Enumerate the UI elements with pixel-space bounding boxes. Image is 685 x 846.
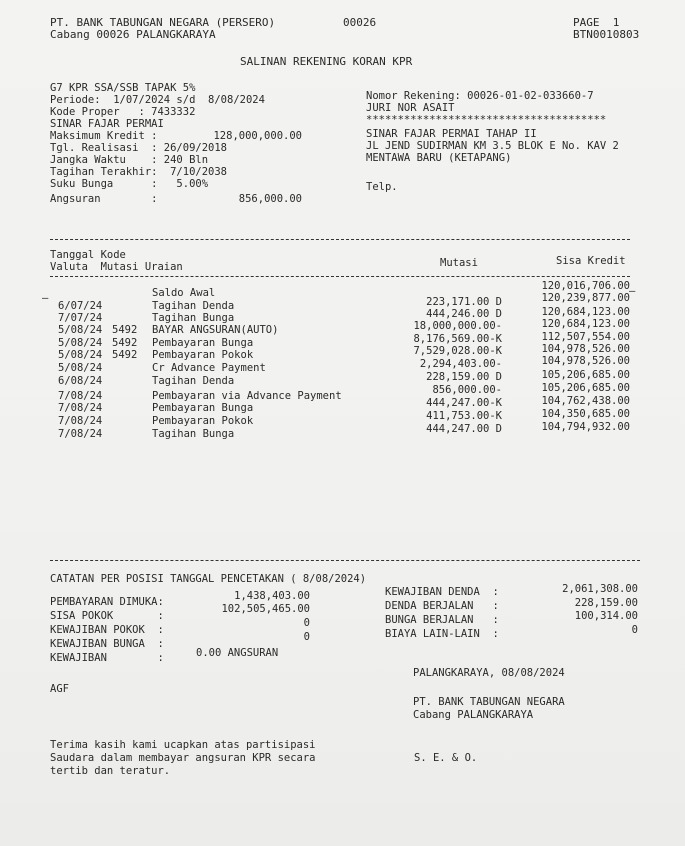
summary-title: CATATAN PER POSISI TANGGAL PENCETAKAN ( 8/08/2024) [50,573,367,585]
interest-obligation-value: 0 [303,631,310,643]
row-mutation: 444,246.00 D [426,308,502,320]
edge-mark: – [42,292,49,304]
divider [50,276,630,277]
penalty-obligation-label: KEWAJIBAN DENDA : [385,586,499,598]
loan-term: Jangka Waktu : 240 Bln [50,154,209,166]
row-date: 5/08/24 [58,324,103,336]
current-interest-value: 100,314.00 [574,610,638,622]
row-date: 7/08/24 [58,428,103,440]
row-mutation: 444,247.00 D [426,423,502,435]
thanks-line-1: Terima kasih kami ucapkan atas partisipasi [50,739,316,751]
row-remaining-credit: 104,350,685.00 [541,408,630,420]
bank-signature-line-1: PT. BANK TABUNGAN NEGARA [413,696,565,708]
row-description: Pembayaran Pokok [152,349,254,361]
obligation-label: KEWAJIBAN : [50,652,164,664]
statement-title: SALINAN REKENING KORAN KPR [240,55,413,68]
divider [50,239,630,240]
row-description: Tagihan Bunga [152,312,235,324]
installment-value: 856,000.00 [238,193,302,205]
remaining-principal-value: 102,505,465.00 [221,603,310,615]
row-description: Tagihan Denda [152,300,235,312]
address-line-2: JL JEND SUDIRMAN KM 3.5 BLOK E No. KAV 2 [366,140,619,152]
row-date: 7/08/24 [58,390,103,402]
row-description: Tagihan Denda [152,375,235,387]
telephone: Telp. [366,181,398,193]
max-credit-label: Maksimum Kredit : [50,130,158,142]
branch-name: Cabang 00026 PALANGKARAYA [50,28,216,41]
row-description: Pembayaran via Advance Payment [152,390,342,402]
row-remaining-credit: 105,206,685.00 [541,369,630,381]
row-mutation: 228,159.00 D [426,371,502,383]
kode-proper: Kode Proper : 7433332 [50,106,196,118]
row-description: Saldo Awal [152,287,216,299]
interest-obligation-label: KEWAJIBAN BUNGA : [50,638,164,650]
thanks-line-2: Saudara dalam membayar angsuran KPR secara [50,752,316,764]
current-interest-label: BUNGA BERJALAN : [385,614,499,626]
row-description: Tagihan Bunga [152,428,235,440]
column-header-date-code: Tanggal Kode [50,249,126,261]
row-date: 5/08/24 [58,362,103,374]
remaining-principal-label: SISA POKOK : [50,610,164,622]
row-mutation: 444,247.00-K [426,397,502,409]
row-date: 7/07/24 [58,312,103,324]
row-mutation: 856,000.00- [432,384,502,396]
column-header-sisa-kredit: Sisa Kredit [556,255,626,267]
bank-name: PT. BANK TABUNGAN NEGARA (PERSERO) [50,16,276,29]
column-header-valuta: Valuta Mutasi Uraian [50,261,183,273]
document-code: BTN0010803 [573,28,640,41]
max-credit-value: 128,000,000.00 [213,130,302,142]
account-number: Nomor Rekening: 00026-01-02-033660-7 [366,90,594,102]
current-penalty-value: 228,159.00 [574,597,638,609]
row-description: Pembayaran Pokok [152,415,254,427]
row-description: BAYAR ANGSURAN(AUTO) [152,324,279,336]
agf-label: AGF [50,683,69,695]
row-remaining-credit: 104,794,932.00 [541,421,630,433]
row-mutation: 8,176,569.00-K [413,333,502,345]
column-header-mutasi: Mutasi [440,257,478,269]
asterisk-line: ************************************** [366,114,607,126]
address-line-3: MENTAWA BARU (KETAPANG) [366,152,512,164]
row-mutation: 18,000,000.00- [413,320,502,332]
principal-obligation-label: KEWAJIBAN POKOK : [50,624,164,636]
product-name: G7 KPR SSA/SSB TAPAK 5% [50,82,196,94]
current-penalty-label: DENDA BERJALAN : [385,600,499,612]
last-bill: Tagihan Terakhir: 7/10/2038 [50,166,228,178]
edge-mark: – [629,285,636,297]
realization-date: Tgl. Realisasi : 26/09/2018 [50,142,228,154]
row-date: 6/07/24 [58,300,103,312]
row-description: Pembayaran Bunga [152,337,254,349]
customer-name: JURI NOR ASAIT [366,102,455,114]
project-name: SINAR FAJAR PERMAI [50,118,164,130]
row-remaining-credit: 112,507,554.00 [541,331,630,343]
row-remaining-credit: 104,978,526.00 [541,355,630,367]
installments-count: 0.00 ANGSURAN [196,647,279,659]
divider [50,560,640,561]
penalty-obligation-value: 2,061,308.00 [562,583,638,595]
row-date: 5/08/24 [58,337,103,349]
other-fees-label: BIAYA LAIN-LAIN : [385,628,499,640]
row-code: 5492 [112,349,138,361]
row-remaining-credit: 104,762,438.00 [541,395,630,407]
principal-obligation-value: 0 [303,617,310,629]
branch-code: 00026 [343,16,377,29]
address-line-1: SINAR FAJAR PERMAI TAHAP II [366,128,537,140]
interest-rate: Suku Bunga : 5.00% [50,178,209,190]
row-remaining-credit: 120,684,123.00 [541,306,630,318]
place-date: PALANGKARAYA, 08/08/2024 [413,667,565,679]
bank-signature-line-2: Cabang PALANGKARAYA [413,709,534,721]
thanks-line-3: tertib dan teratur. [50,765,171,777]
row-description: Pembayaran Bunga [152,402,254,414]
row-code: 5492 [112,337,138,349]
other-fees-value: 0 [631,624,638,636]
row-mutation: 411,753.00-K [426,410,502,422]
row-remaining-credit: 104,978,526.00 [541,343,630,355]
row-remaining-credit: 120,239,877.00 [541,292,630,304]
row-code: 5492 [112,324,138,336]
installment-label: Angsuran : [50,193,158,205]
row-date: 7/08/24 [58,415,103,427]
row-mutation: 2,294,403.00- [419,358,502,370]
period: Periode: 1/07/2024 s/d 8/08/2024 [50,94,265,106]
row-mutation: 7,529,028.00-K [413,345,502,357]
row-remaining-credit: 105,206,685.00 [541,382,630,394]
row-remaining-credit: 120,016,706.00 [541,280,630,292]
row-remaining-credit: 120,684,123.00 [541,318,630,330]
row-date: 7/08/24 [58,402,103,414]
row-description: Cr Advance Payment [152,362,266,374]
prepayment-value: 1,438,403.00 [234,590,310,602]
row-mutation: 223,171.00 D [426,296,502,308]
row-date: 6/08/24 [58,375,103,387]
row-date: 5/08/24 [58,349,103,361]
errors-omissions-note: S. E. & O. [414,752,478,764]
prepayment-label: PEMBAYARAN DIMUKA: [50,596,164,608]
page-number: PAGE 1 [573,16,620,29]
